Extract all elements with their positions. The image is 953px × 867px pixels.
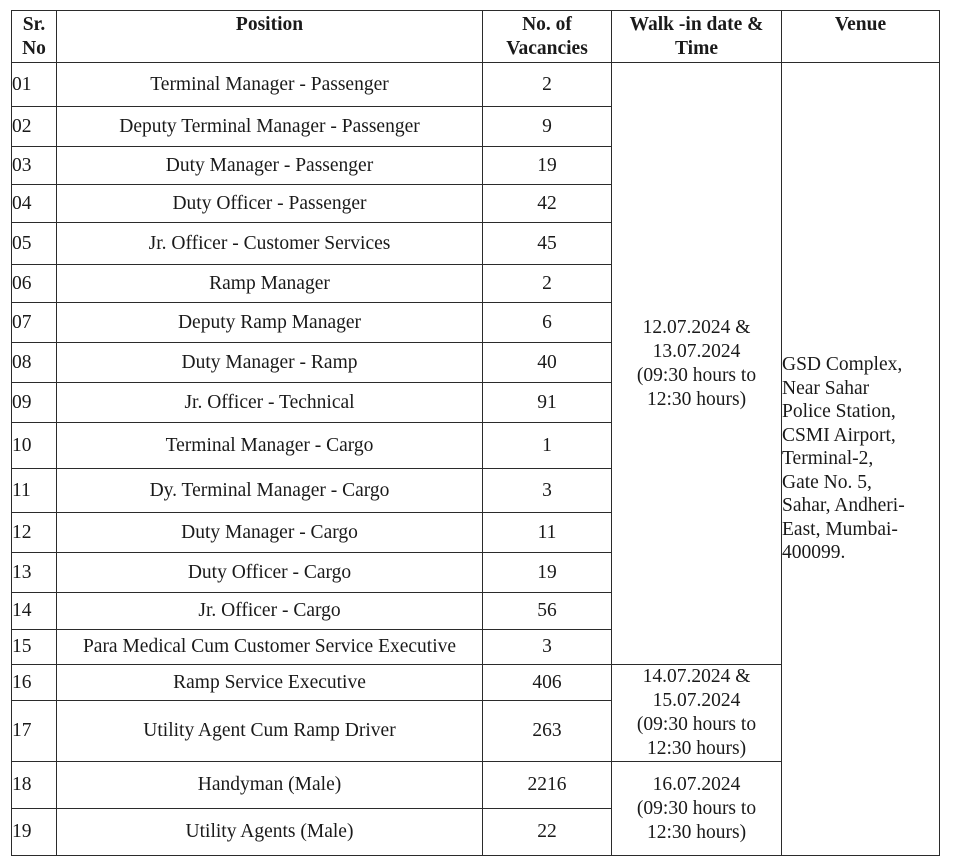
position-cell: Duty Officer - Passenger <box>57 185 483 223</box>
header-vacancies: No. of Vacancies <box>483 11 612 63</box>
sr-no-cell: 05 <box>12 223 57 265</box>
sr-no-cell: 07 <box>12 303 57 343</box>
position-cell: Jr. Officer - Technical <box>57 383 483 423</box>
table-row <box>12 63 940 107</box>
vacancies-cell: 22 <box>483 809 612 856</box>
vacancies-cell: 42 <box>483 185 612 223</box>
position-cell: Duty Officer - Cargo <box>57 553 483 593</box>
sr-no-cell: 04 <box>12 185 57 223</box>
sr-no-cell: 09 <box>12 383 57 423</box>
position-cell: Jr. Officer - Customer Services <box>57 223 483 265</box>
sr-no-cell: 03 <box>12 147 57 185</box>
header-row <box>12 11 940 63</box>
sr-no-cell: 02 <box>12 107 57 147</box>
sr-no-cell: 17 <box>12 701 57 762</box>
sr-no-cell: 16 <box>12 665 57 701</box>
position-cell: Utility Agent Cum Ramp Driver <box>57 701 483 762</box>
header-position: Position <box>57 11 483 63</box>
sr-no-cell: 01 <box>12 63 57 107</box>
position-cell: Duty Manager - Passenger <box>57 147 483 185</box>
vacancies-cell: 2 <box>483 265 612 303</box>
header-sr-no: Sr. No <box>12 11 57 63</box>
sr-no-cell: 19 <box>12 809 57 856</box>
vacancies-cell: 263 <box>483 701 612 762</box>
vacancies-cell: 3 <box>483 469 612 513</box>
vacancies-cell: 19 <box>483 147 612 185</box>
vacancies-cell: 19 <box>483 553 612 593</box>
sr-no-cell: 08 <box>12 343 57 383</box>
position-cell: Terminal Manager - Cargo <box>57 423 483 469</box>
vacancies-cell: 56 <box>483 593 612 630</box>
position-cell: Handyman (Male) <box>57 762 483 809</box>
header-walk-in: Walk -in date & Time <box>612 11 782 63</box>
vacancies-cell: 40 <box>483 343 612 383</box>
position-cell: Deputy Ramp Manager <box>57 303 483 343</box>
header-venue: Venue <box>782 11 940 63</box>
vacancies-cell: 3 <box>483 630 612 665</box>
vacancies-cell: 11 <box>483 513 612 553</box>
position-cell: Duty Manager - Ramp <box>57 343 483 383</box>
walk-in-cell-group-2: 14.07.2024 & 15.07.2024 (09:30 hours to 12:30 hours) <box>612 665 782 762</box>
vacancies-cell: 2 <box>483 63 612 107</box>
sr-no-cell: 18 <box>12 762 57 809</box>
sr-no-cell: 06 <box>12 265 57 303</box>
vacancies-cell: 6 <box>483 303 612 343</box>
vacancies-cell: 9 <box>483 107 612 147</box>
position-cell: Para Medical Cum Customer Service Executive <box>57 630 483 665</box>
position-cell: Ramp Manager <box>57 265 483 303</box>
position-cell: Ramp Service Executive <box>57 665 483 701</box>
vacancies-cell: 2216 <box>483 762 612 809</box>
sr-no-cell: 11 <box>12 469 57 513</box>
sr-no-cell: 14 <box>12 593 57 630</box>
sr-no-cell: 10 <box>12 423 57 469</box>
vacancies-cell: 1 <box>483 423 612 469</box>
position-cell: Terminal Manager - Passenger <box>57 63 483 107</box>
venue-cell: GSD Complex, Near Sahar Police Station, CSMI Airport, Terminal-2, Gate No. 5, Sahar, Andheri- East, Mumbai- 400099. <box>782 63 940 856</box>
sr-no-cell: 13 <box>12 553 57 593</box>
position-cell: Utility Agents (Male) <box>57 809 483 856</box>
vacancy-table <box>11 10 940 856</box>
walk-in-cell-group-3: 16.07.2024 (09:30 hours to 12:30 hours) <box>612 762 782 856</box>
position-cell: Jr. Officer - Cargo <box>57 593 483 630</box>
position-cell: Dy. Terminal Manager - Cargo <box>57 469 483 513</box>
position-cell: Duty Manager - Cargo <box>57 513 483 553</box>
sr-no-cell: 15 <box>12 630 57 665</box>
vacancies-cell: 45 <box>483 223 612 265</box>
sr-no-cell: 12 <box>12 513 57 553</box>
walk-in-cell-group-1: 12.07.2024 & 13.07.2024 (09:30 hours to 12:30 hours) <box>612 63 782 665</box>
vacancies-cell: 91 <box>483 383 612 423</box>
vacancies-cell: 406 <box>483 665 612 701</box>
position-cell: Deputy Terminal Manager - Passenger <box>57 107 483 147</box>
